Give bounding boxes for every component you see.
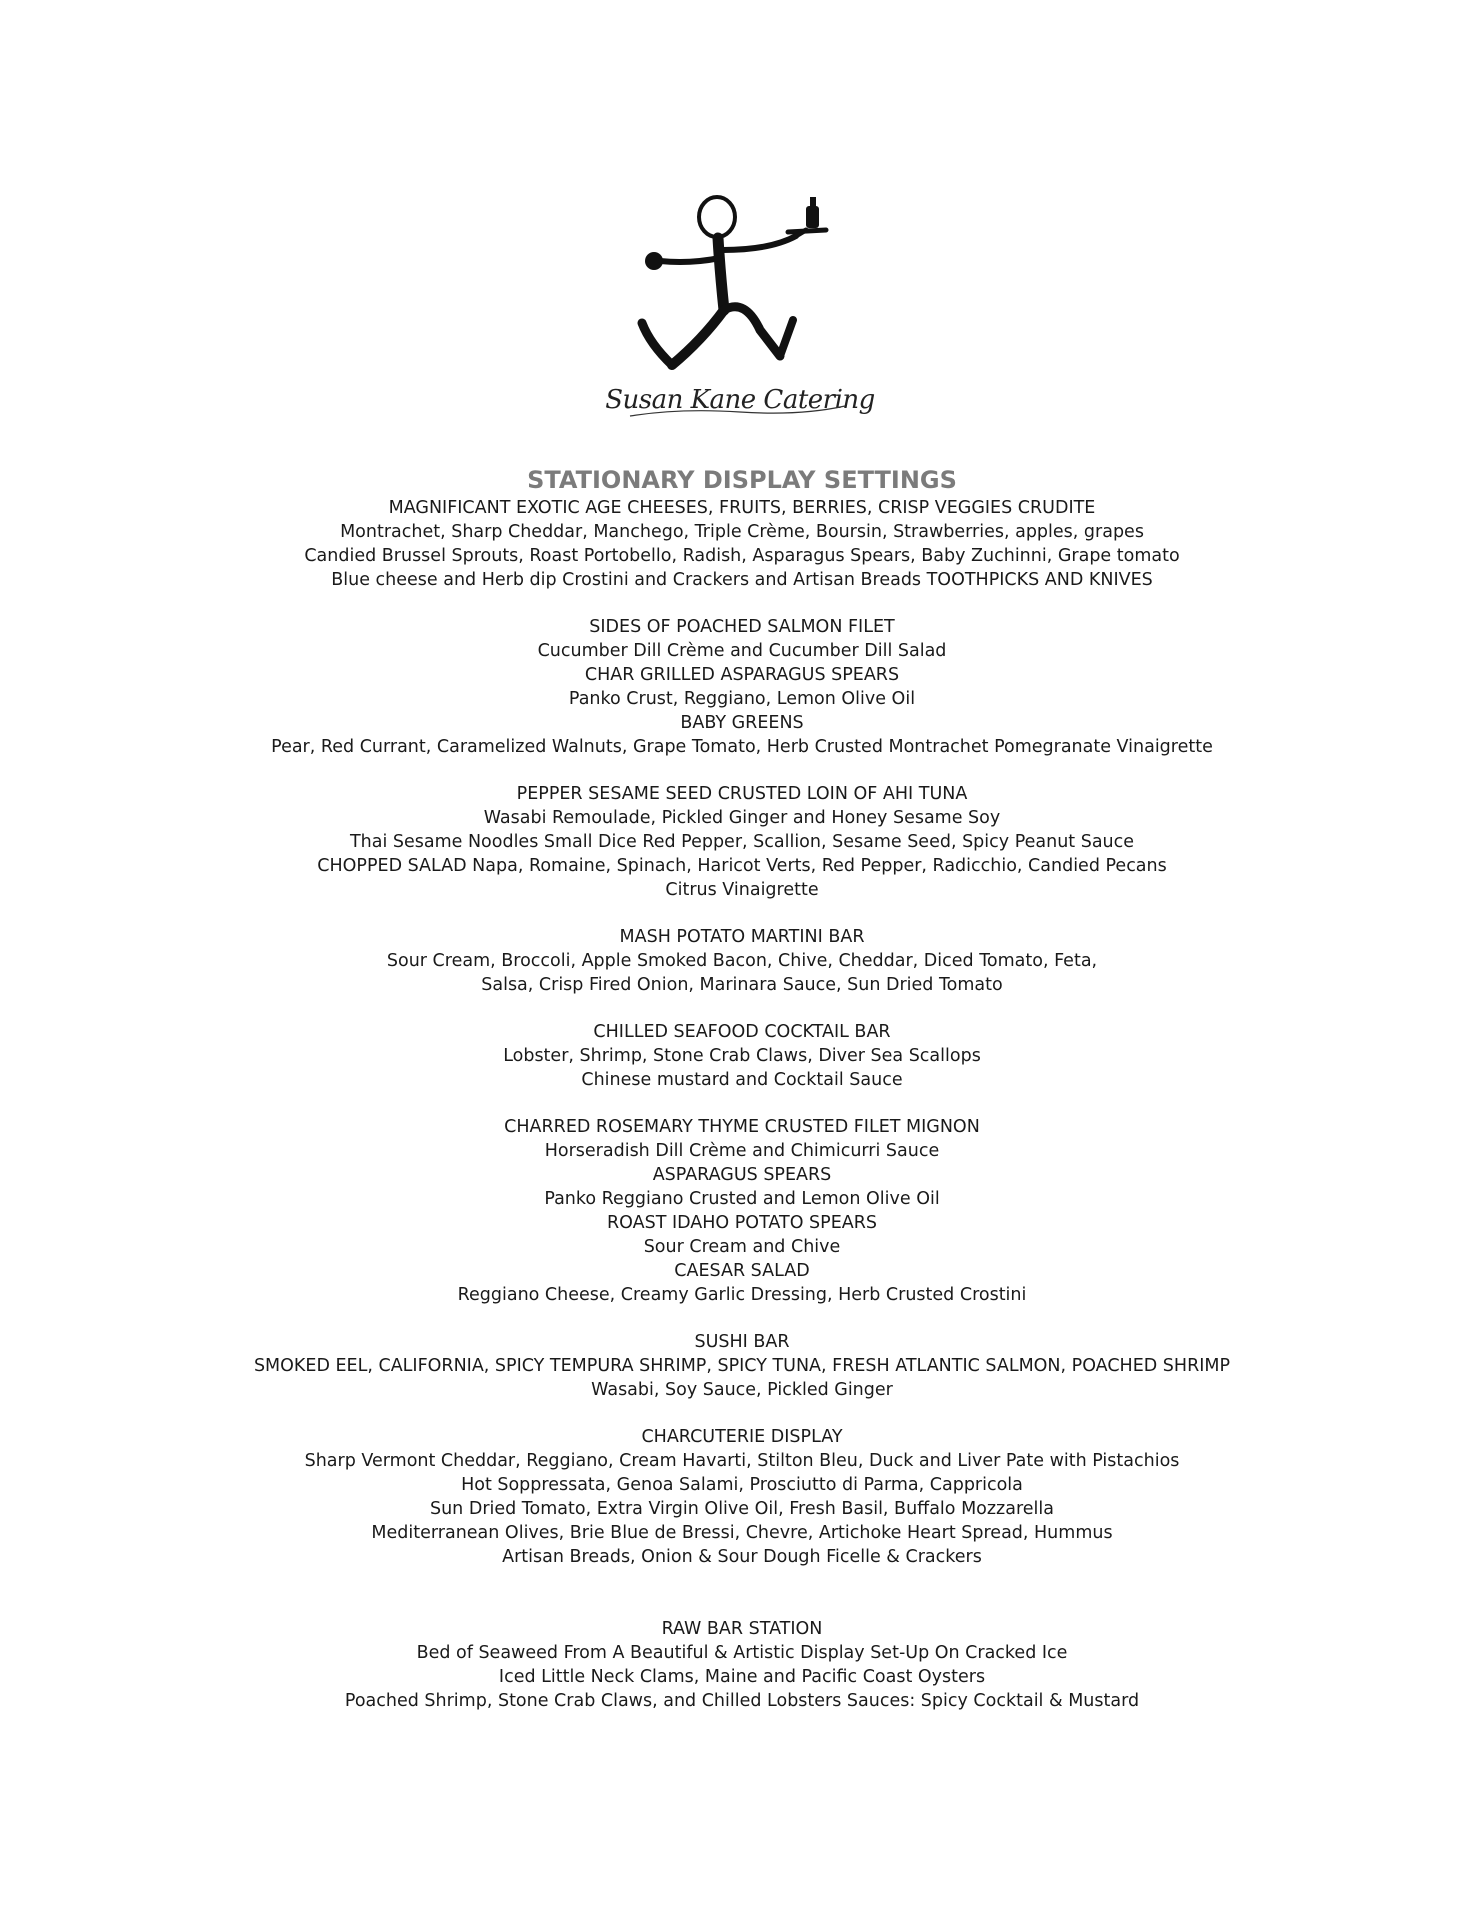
menu-section	[0, 1617, 1484, 1713]
menu-line: Mediterranean Olives, Brie Blue de Bressi, Chevre, Artichoke Heart Spread, Hummus	[371, 1523, 1113, 1543]
menu-line: Candied Brussel Sprouts, Roast Portobello, Radish, Asparagus Spears, Baby Zuchinni, Grape tomato	[304, 546, 1180, 566]
menu-line: Sour Cream, Broccoli, Apple Smoked Bacon, Chive, Cheddar, Diced Tomato, Feta,	[386, 951, 1098, 971]
menu-line: Reggiano Cheese, Creamy Garlic Dressing, Herb Crusted Crostini	[457, 1285, 1027, 1305]
menu-line: Lobster, Shrimp, Stone Crab Claws, Diver Sea Scallops	[503, 1046, 981, 1066]
menu-line: Artisan Breads, Onion & Sour Dough Ficelle & Crackers	[502, 1547, 982, 1567]
menu-sections	[0, 496, 1484, 1713]
menu-line: Cucumber Dill Crème and Cucumber Dill Salad	[537, 641, 947, 661]
menu-line: ROAST IDAHO POTATO SPEARS	[606, 1213, 877, 1233]
menu-line: CHAR GRILLED ASPARAGUS SPEARS	[584, 665, 900, 685]
logo-signature: Susan Kane Catering	[605, 385, 875, 415]
menu-line: Hot Soppressata, Genoa Salami, Prosciutto di Parma, Cappricola	[461, 1475, 1023, 1495]
menu-section	[0, 615, 1484, 759]
section-spacer	[0, 1092, 1484, 1115]
menu-line: SMOKED EEL, CALIFORNIA, SPICY TEMPURA SHRIMP, SPICY TUNA, FRESH ATLANTIC SALMON, POACHED SHRIMP	[253, 1356, 1231, 1376]
menu-section	[0, 1115, 1484, 1307]
section-spacer	[0, 997, 1484, 1020]
menu-line: Panko Reggiano Crusted and Lemon Olive Oil	[544, 1189, 940, 1209]
menu-line: CHOPPED SALAD Napa, Romaine, Spinach, Haricot Verts, Red Pepper, Radicchio, Candied Pecans	[317, 856, 1167, 876]
menu-section	[0, 1425, 1484, 1569]
menu-line: Thai Sesame Noodles Small Dice Red Pepper, Scallion, Sesame Seed, Spicy Peanut Sauce	[349, 832, 1135, 852]
menu-line: BABY GREENS	[680, 713, 804, 733]
section-spacer	[0, 1402, 1484, 1425]
section-heading: PEPPER SESAME SEED CRUSTED LOIN OF AHI TUNA	[516, 784, 968, 804]
menu-section	[0, 782, 1484, 902]
section-heading: SIDES OF POACHED SALMON FILET	[589, 617, 895, 637]
menu-line: Iced Little Neck Clams, Maine and Pacific Coast Oysters	[498, 1667, 986, 1687]
menu-line: Chinese mustard and Cocktail Sauce	[581, 1070, 903, 1090]
menu-line: ASPARAGUS SPEARS	[652, 1165, 832, 1185]
section-heading: MASH POTATO MARTINI BAR	[619, 927, 865, 947]
menu-line: Sun Dried Tomato, Extra Virgin Olive Oil, Fresh Basil, Buffalo Mozzarella	[429, 1499, 1054, 1519]
menu-line: Poached Shrimp, Stone Crab Claws, and Chilled Lobsters Sauces: Spicy Cocktail & Mustard	[344, 1691, 1140, 1711]
section-spacer	[0, 902, 1484, 925]
section-heading: CHARRED ROSEMARY THYME CRUSTED FILET MIGNON	[504, 1117, 980, 1137]
menu-line: Wasabi, Soy Sauce, Pickled Ginger	[591, 1380, 893, 1400]
running-waiter-icon	[605, 180, 875, 425]
section-spacer	[0, 592, 1484, 615]
menu-line: Sharp Vermont Cheddar, Reggiano, Cream Havarti, Stilton Bleu, Duck and Liver Pate with Pistachios	[304, 1451, 1180, 1471]
section-heading: MAGNIFICANT EXOTIC AGE CHEESES, FRUITS, BERRIES, CRISP VEGGIES CRUDITE	[388, 498, 1096, 518]
section-spacer	[0, 1307, 1484, 1330]
menu-section	[0, 925, 1484, 997]
section-spacer	[0, 1569, 1484, 1617]
section-heading: SUSHI BAR	[694, 1332, 790, 1352]
menu-line: CAESAR SALAD	[674, 1261, 810, 1281]
menu-content	[0, 464, 1484, 1713]
menu-line: Citrus Vinaigrette	[665, 880, 819, 900]
menu-section	[0, 1330, 1484, 1402]
menu-line: Salsa, Crisp Fired Onion, Marinara Sauce, Sun Dried Tomato	[481, 975, 1003, 995]
menu-section	[0, 1020, 1484, 1092]
menu-line: Montrachet, Sharp Cheddar, Manchego, Triple Crème, Boursin, Strawberries, apples, grapes	[340, 522, 1144, 542]
menu-section	[0, 496, 1484, 592]
menu-line: Wasabi Remoulade, Pickled Ginger and Honey Sesame Soy	[483, 808, 1001, 828]
menu-line: Sour Cream and Chive	[643, 1237, 841, 1257]
section-heading: RAW BAR STATION	[661, 1619, 823, 1639]
menu-line: Panko Crust, Reggiano, Lemon Olive Oil	[568, 689, 916, 709]
page-title: STATIONARY DISPLAY SETTINGS	[527, 466, 957, 494]
menu-line: Horseradish Dill Crème and Chimicurri Sauce	[544, 1141, 940, 1161]
section-spacer	[0, 759, 1484, 782]
menu-line: Bed of Seaweed From A Beautiful & Artistic Display Set-Up On Cracked Ice	[416, 1643, 1068, 1663]
running-waiter-logo	[605, 180, 875, 425]
section-heading: CHILLED SEAFOOD COCKTAIL BAR	[593, 1022, 891, 1042]
section-heading: CHARCUTERIE DISPLAY	[641, 1427, 843, 1447]
menu-line: Blue cheese and Herb dip Crostini and Crackers and Artisan Breads TOOTHPICKS AND KNIVES	[331, 570, 1153, 590]
menu-line: Pear, Red Currant, Caramelized Walnuts, Grape Tomato, Herb Crusted Montrachet Pomegranate Vinaigrette	[271, 737, 1213, 757]
